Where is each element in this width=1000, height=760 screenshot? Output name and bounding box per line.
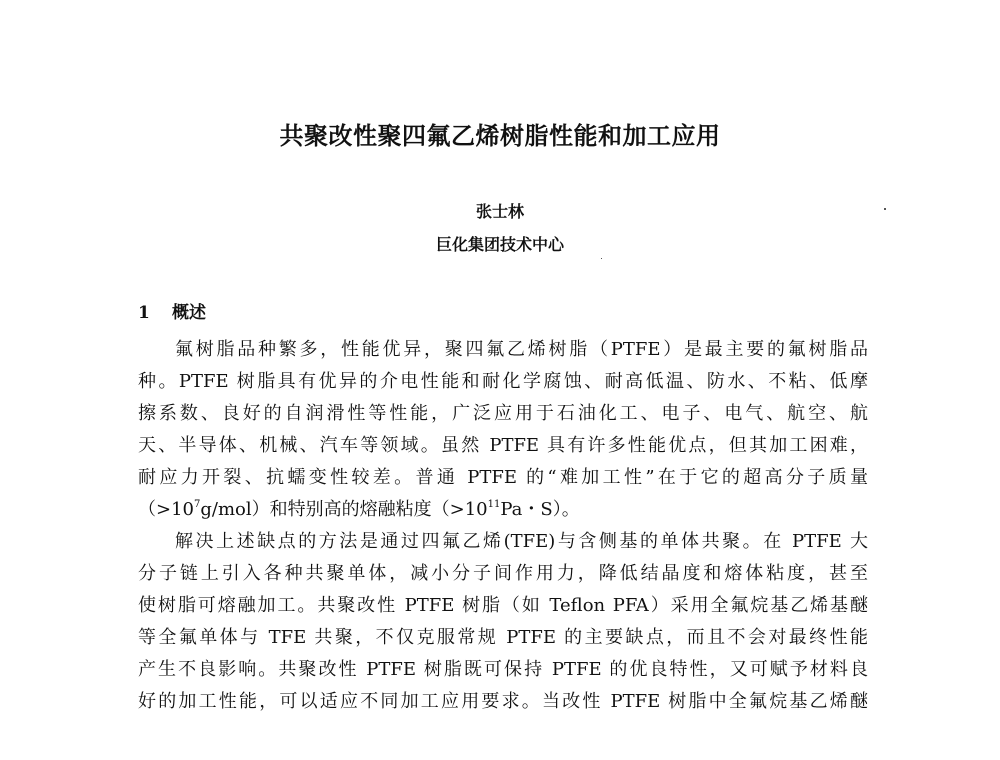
paragraph-1-line-5: 耐应力开裂、抗蠕变性较差。普通 PTFE 的“难加工性”在于它的超高分子质量 bbox=[138, 467, 868, 488]
paragraph-1-line-4: 天、半导体、机械、汽车等领域。虽然 PTFE 具有许多性能优点，但其加工困难， bbox=[138, 435, 868, 456]
author-affiliation: 巨化集团技术中心 bbox=[435, 235, 564, 254]
exponent-viscosity: 11 bbox=[487, 499, 501, 510]
section-title: 概述 bbox=[172, 303, 206, 323]
section-heading bbox=[138, 298, 206, 323]
paragraph-2-line-4: 等全氟单体与 TFE 共聚，不仅克服常规 PTFE 的主要缺点，而且不会对最终性能 bbox=[138, 627, 868, 648]
paragraph-1-line-2: 种。PTFE 树脂具有优异的介电性能和耐化学腐蚀、耐高低温、防水、不粘、低摩 bbox=[138, 371, 868, 392]
line-6-part-b: g/mol）和特别高的熔融粘度（>10 bbox=[200, 499, 488, 520]
line-6-part-c: Pa・S）。 bbox=[500, 499, 580, 520]
scan-speck bbox=[601, 258, 602, 259]
paragraph-2-line-1: 解决上述缺点的方法是通过四氟乙烯(TFE)与含侧基的单体共聚。在 PTFE 大 bbox=[175, 531, 868, 552]
paragraph-2-line-3: 使树脂可熔融加工。共聚改性 PTFE 树脂（如 Teflon PFA）采用全氟烷基乙烯基醚 bbox=[138, 595, 868, 616]
paragraph-1-line-1: 氟树脂品种繁多，性能优异，聚四氟乙烯树脂（PTFE）是最主要的氟树脂品 bbox=[175, 339, 868, 360]
paragraph-2-line-2: 分子链上引入各种共聚单体，减小分子间作用力，降低结晶度和熔体粘度，甚至 bbox=[138, 563, 868, 584]
exponent-molar-mass: 7 bbox=[194, 499, 201, 510]
author-name: 张士林 bbox=[475, 202, 524, 221]
paper-title: 共聚改性聚四氟乙烯树脂性能和加工应用 bbox=[279, 121, 721, 150]
body-text bbox=[138, 334, 868, 718]
paragraph-1-line-3: 擦系数、良好的自润滑性等性能，广泛应用于石油化工、电子、电气、航空、航 bbox=[138, 403, 868, 424]
line-6-part-a: （>10 bbox=[138, 499, 194, 520]
paragraph-2-line-5: 产生不良影响。共聚改性 PTFE 树脂既可保持 PTFE 的优良特性，又可赋予材料良 bbox=[138, 659, 868, 680]
paragraph-1-line-6 bbox=[138, 494, 868, 526]
paragraph-2-line-6: 好的加工性能，可以适应不同加工应用要求。当改性 PTFE 树脂中全氟烷基乙烯醚 bbox=[138, 691, 868, 712]
scan-speck bbox=[884, 208, 886, 210]
section-number: 1 bbox=[138, 303, 150, 323]
